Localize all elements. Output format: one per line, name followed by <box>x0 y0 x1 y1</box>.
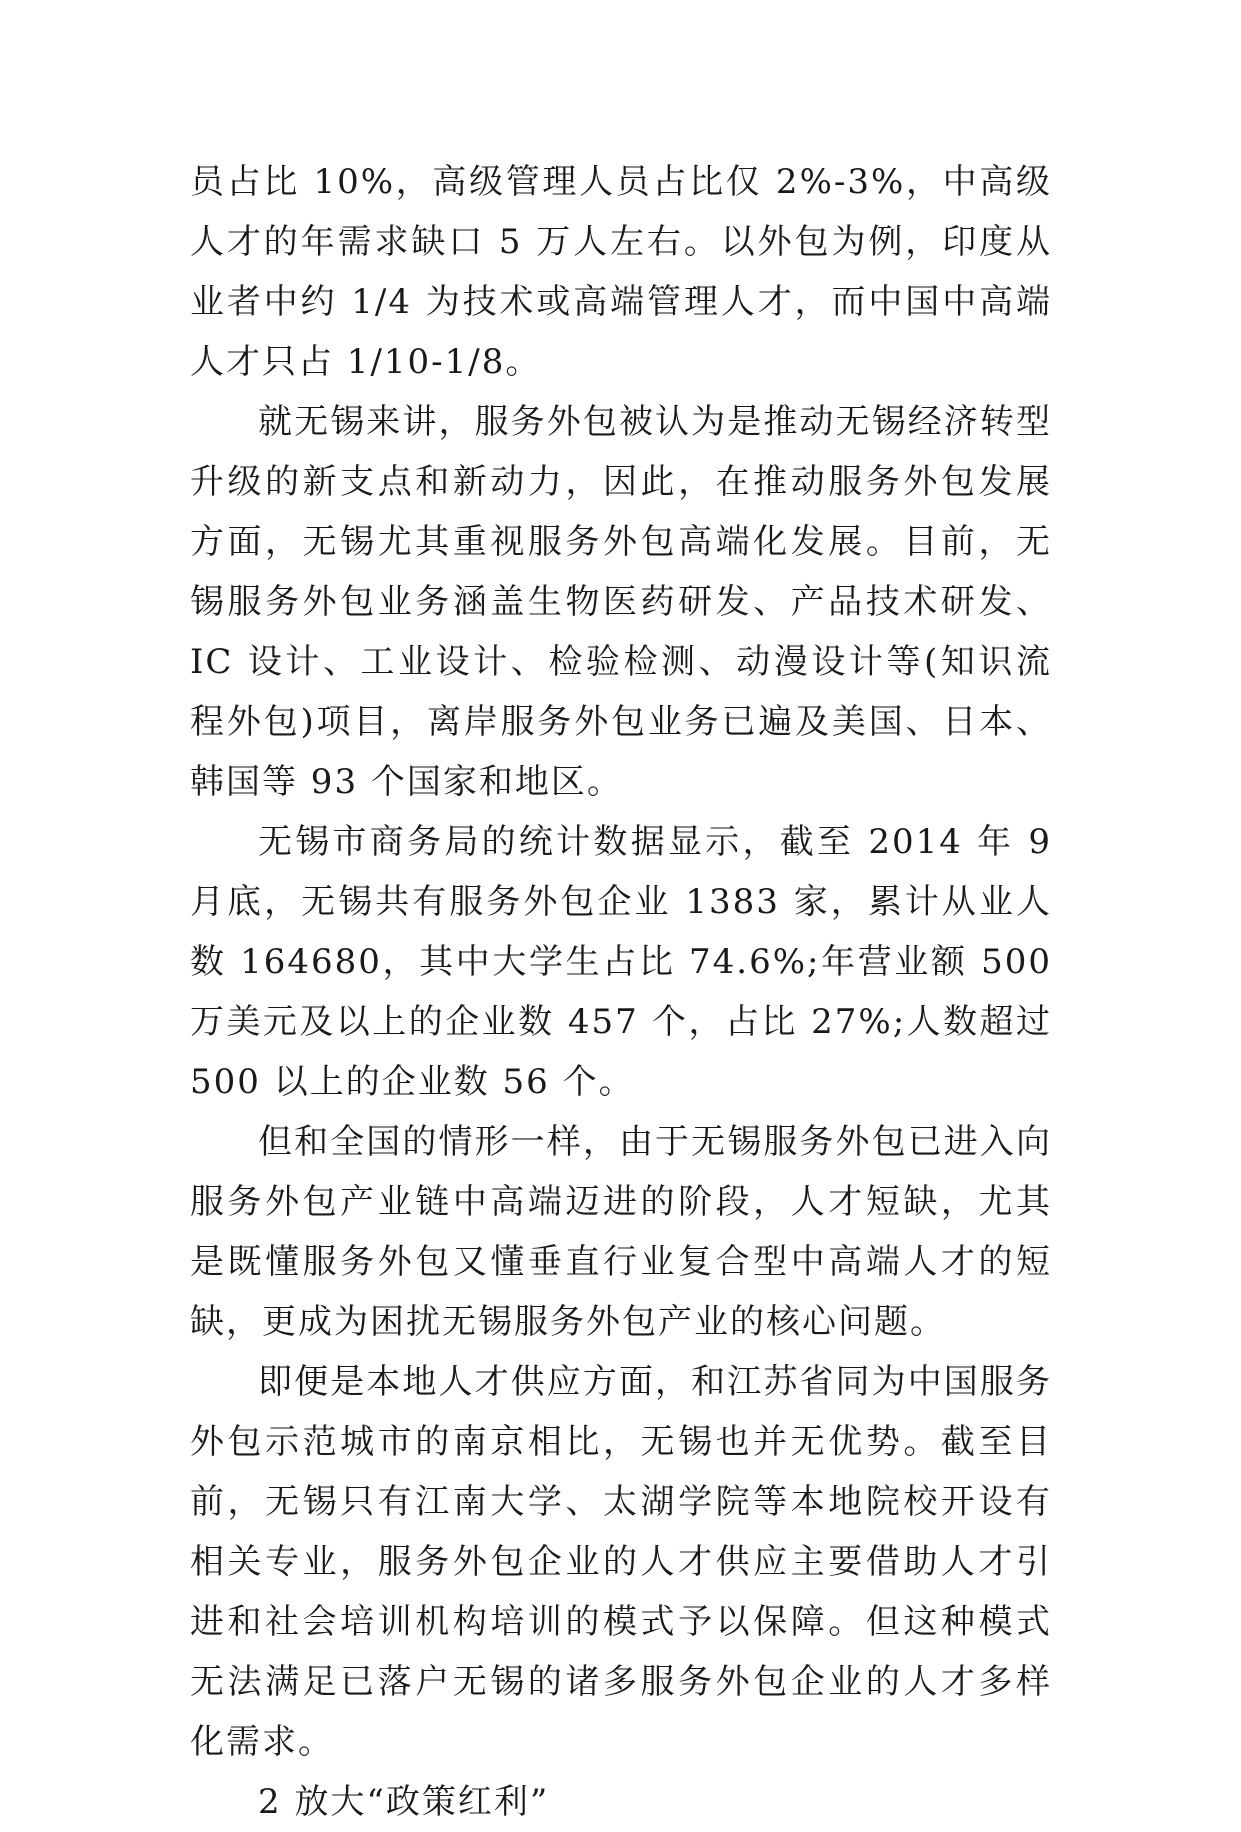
paragraph-1: 员占比 10%，高级管理人员占比仅 2%-3%，中高级人才的年需求缺口 5 万人左右。以外包为例，印度从业者中约 1/4 为技术或高端管理人才，而中国中高端人才只占 1/10-1/8。 <box>190 162 1052 382</box>
paragraph-3: 无锡市商务局的统计数据显示，截至 2014 年 9 月底，无锡共有服务外包企业 1383 家，累计从业人数 164680，其中大学生占比 74.6%;年营业额 500 万美元及以上的企业数 457 个，占比 27%;人数超过 500 以上的企业数 56 个。 <box>190 822 1052 1102</box>
paragraph-2: 就无锡来讲，服务外包被认为是推动无锡经济转型升级的新支点和新动力，因此，在推动服务外包发展方面，无锡尤其重视服务外包高端化发展。目前，无锡服务外包业务涵盖生物医药研发、产品技术研发、IC 设计、工业设计、检验检测、动漫设计等(知识流程外包)项目，离岸服务外包业务已遍及美国、日本、韩国等 93 个国家和地区。 <box>190 402 1052 802</box>
paragraph-5: 即便是本地人才供应方面，和江苏省同为中国服务外包示范城市的南京相比，无锡也并无优势。截至目前，无锡只有江南大学、太湖学院等本地院校开设有相关专业，服务外包企业的人才供应主要借助人才引进和社会培训机构培训的模式予以保障。但这种模式无法满足已落户无锡的诸多服务外包企业的人才多样化需求。 <box>190 1362 1052 1762</box>
body-text <box>190 152 1052 1832</box>
paragraph-4: 但和全国的情形一样，由于无锡服务外包已进入向服务外包产业链中高端迈进的阶段，人才短缺，尤其是既懂服务外包又懂垂直行业复合型中高端人才的短缺，更成为困扰无锡服务外包产业的核心问题。 <box>190 1122 1052 1342</box>
section-heading: 2 放大“政策红利” <box>258 1782 550 1822</box>
